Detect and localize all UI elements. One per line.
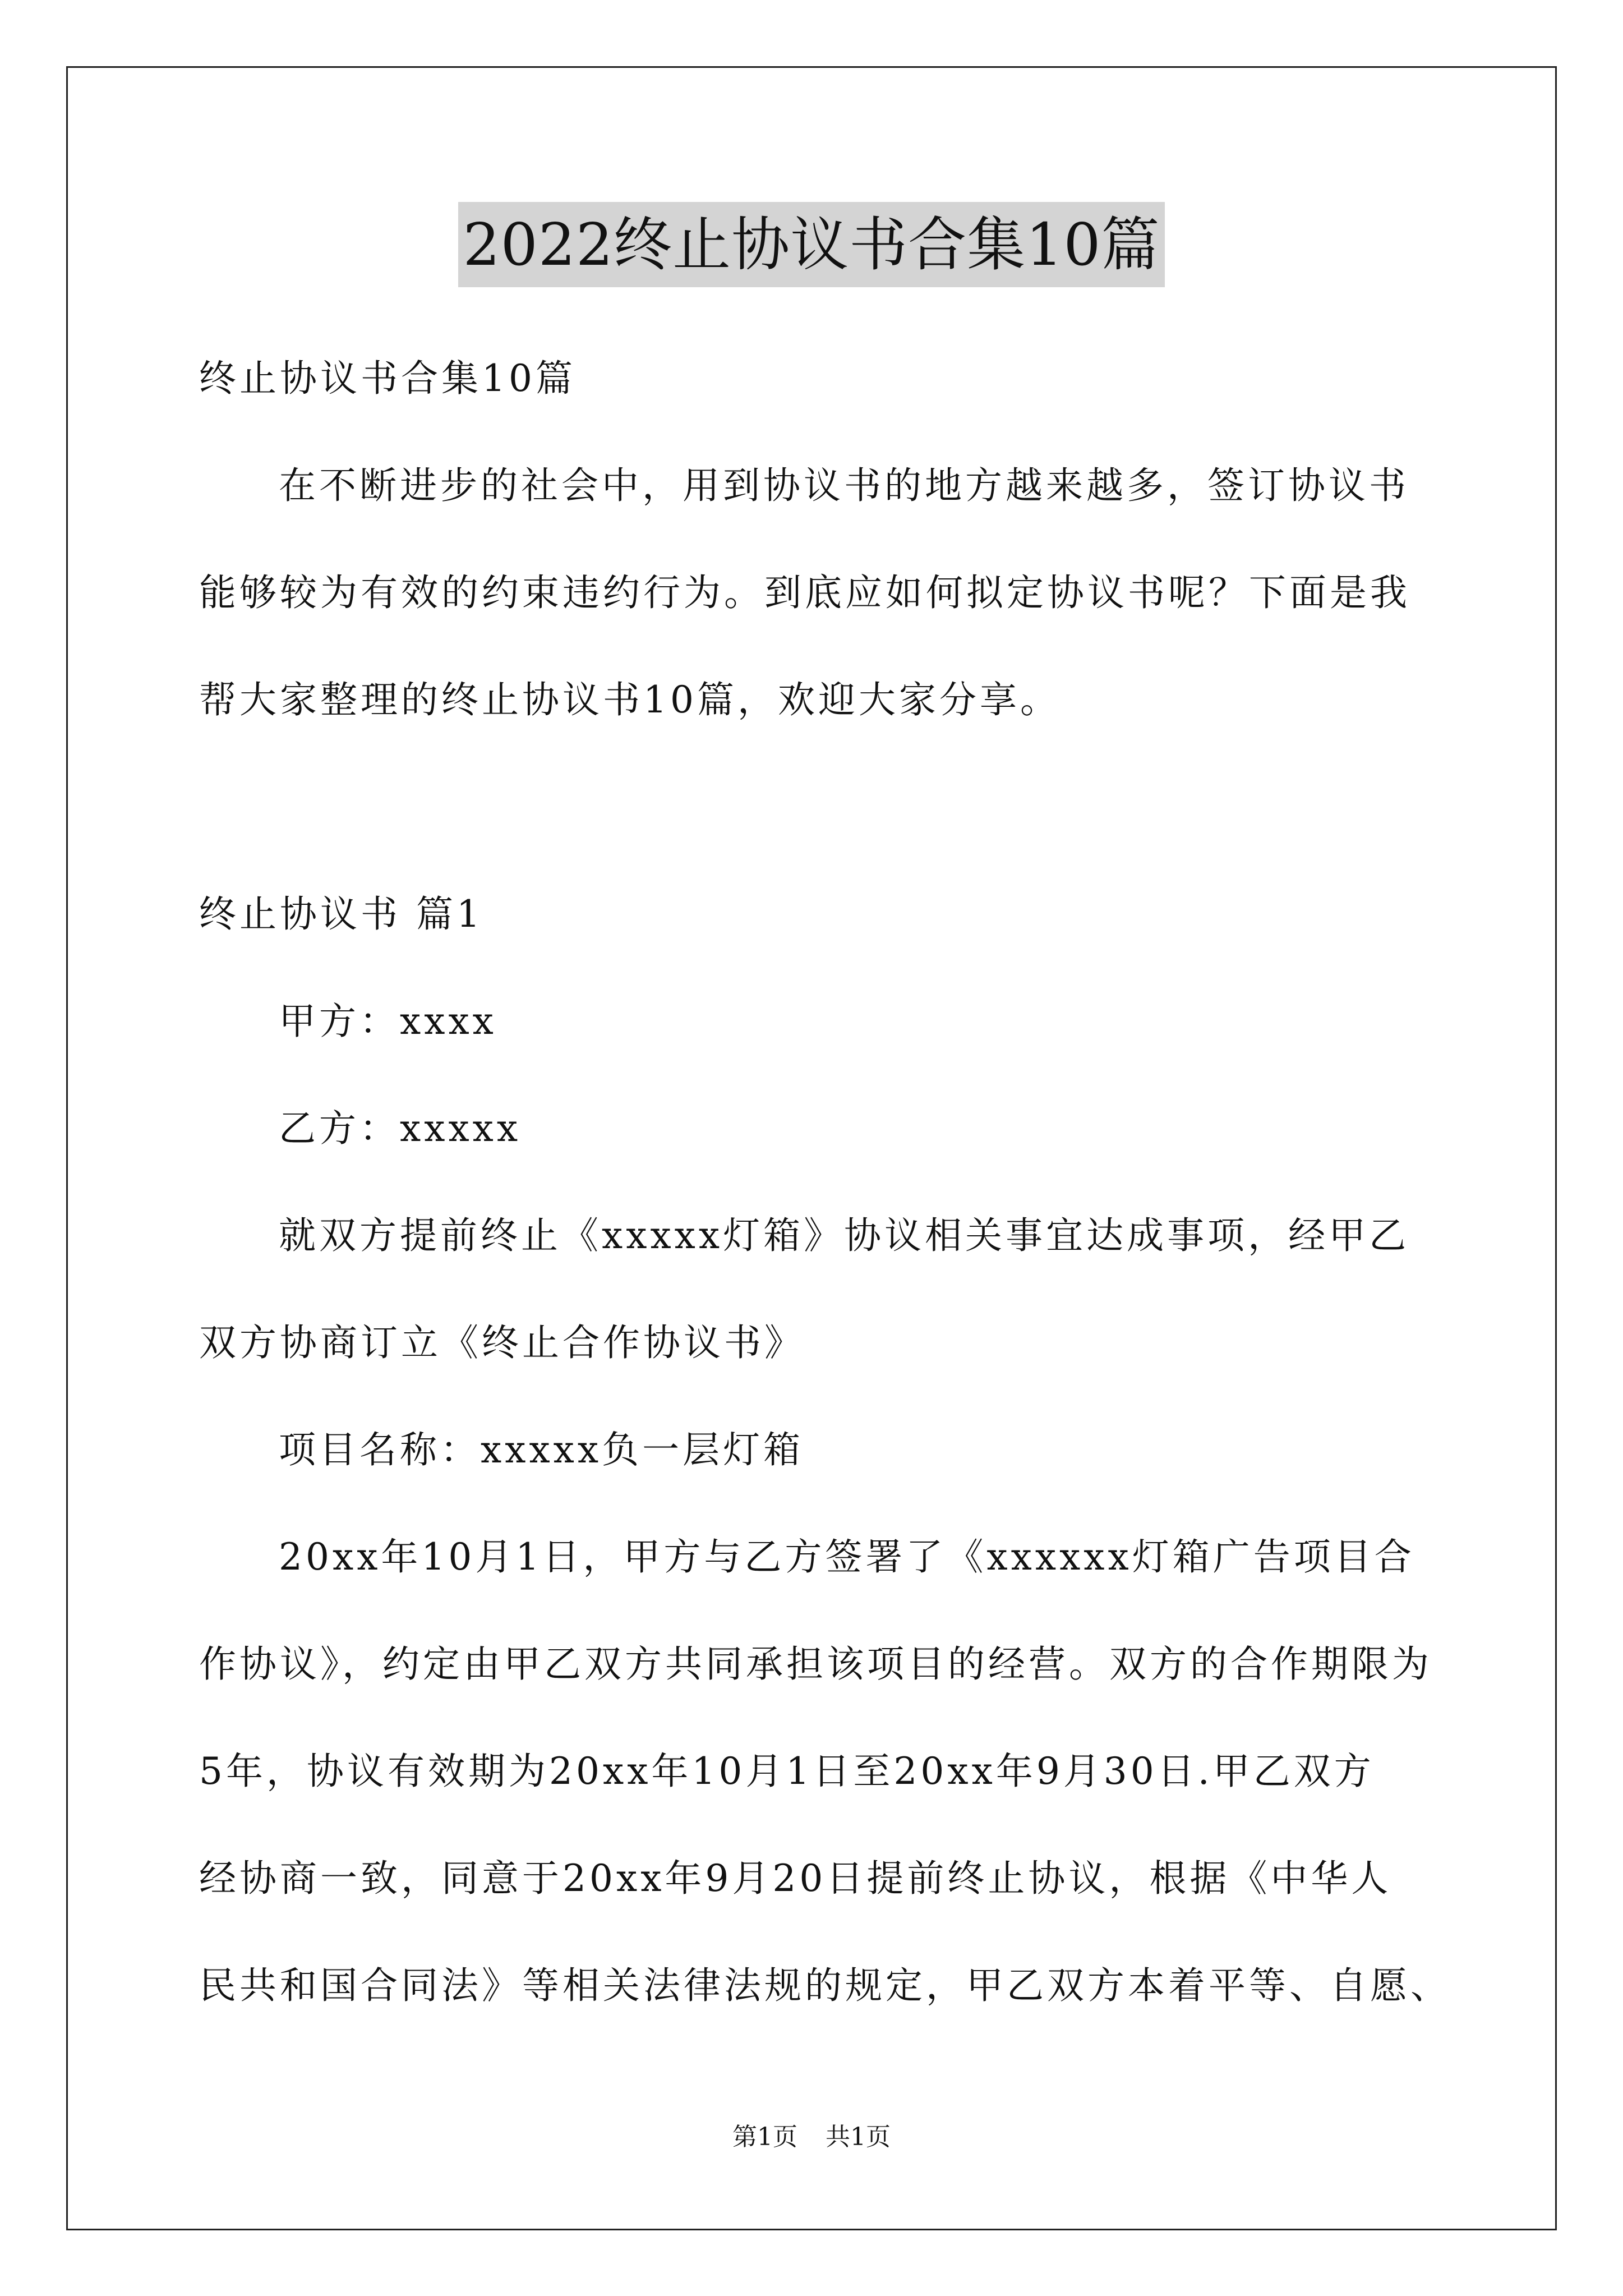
document-title: 2022终止协议书合集10篇 xyxy=(458,202,1164,287)
subtitle-line: 终止协议书合集10篇 xyxy=(199,357,576,400)
body-line: 在不断进步的社会中，用到协议书的地方越来越多，签订协议书 xyxy=(279,464,1409,507)
body-line: 经协商一致，同意于20xx年9月20日提前终止协议，根据《中华人 xyxy=(199,1857,1392,1900)
body-line: 能够较为有效的约束违约行为。到底应如何拟定协议书呢？下面是我 xyxy=(199,571,1410,614)
page-footer xyxy=(0,2120,1623,2154)
page-number: 第1页 xyxy=(732,2123,797,2151)
body-line: 项目名称：xxxxx负一层灯箱 xyxy=(279,1428,804,1471)
body-line: 20xx年10月1日，甲方与乙方签署了《xxxxxx灯箱广告项目合 xyxy=(279,1535,1415,1579)
body-line: 作协议》，约定由甲乙双方共同承担该项目的经营。双方的合作期限为 xyxy=(199,1642,1432,1686)
page-total: 共1页 xyxy=(826,2123,891,2151)
body-line: 甲方：xxxx xyxy=(279,1000,497,1043)
body-line: 帮大家整理的终止协议书10篇，欢迎大家分享。 xyxy=(199,678,1061,721)
title-container xyxy=(0,202,1623,287)
body-line: 就双方提前终止《xxxxx灯箱》协议相关事宜达成事项，经甲乙 xyxy=(279,1214,1410,1257)
body-line: 乙方：xxxxx xyxy=(279,1107,522,1150)
body-line: 双方协商订立《终止合作协议书》 xyxy=(199,1321,805,1364)
body-line: 民共和国合同法》等相关法律法规的规定，甲乙双方本着平等、自愿、 xyxy=(199,1964,1451,2007)
body-line: 5年，协议有效期为20xx年10月1日至20xx年9月30日.甲乙双方 xyxy=(199,1750,1375,1793)
section-heading: 终止协议书 篇1 xyxy=(199,892,483,936)
